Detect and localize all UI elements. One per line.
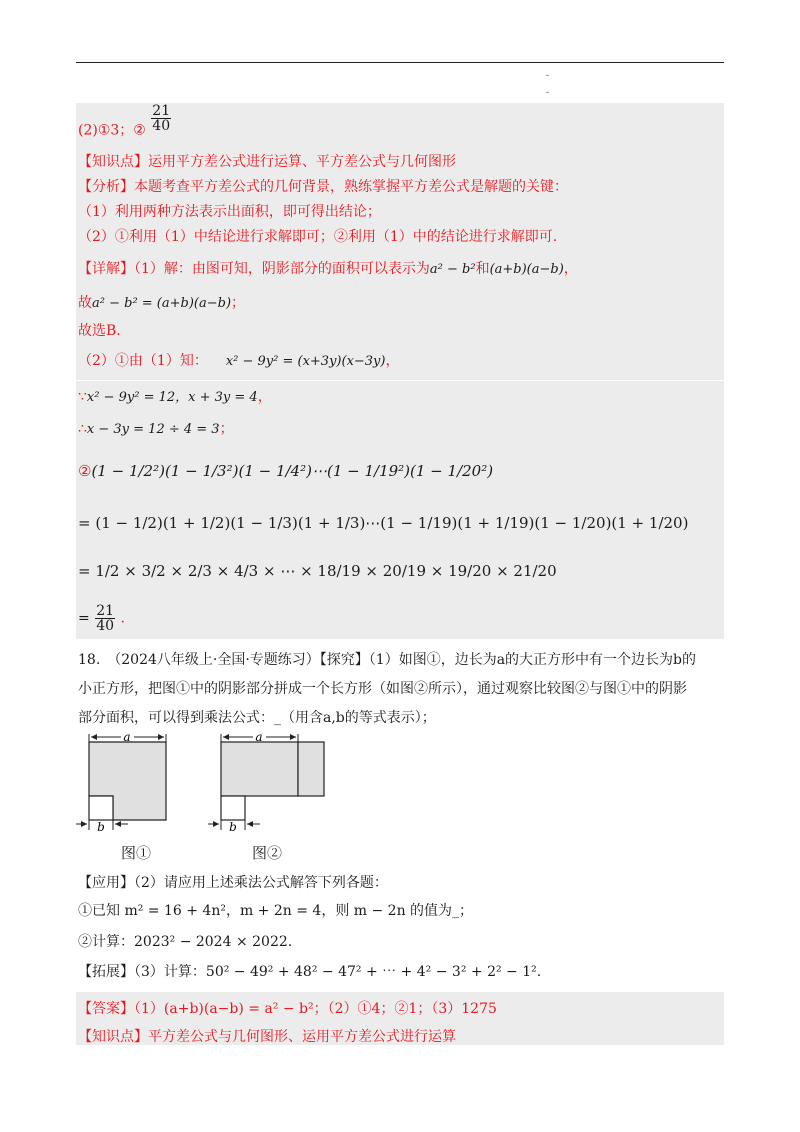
answer-line-18: 【答案】（1）(a+b)(a−b) = a² − b²；（2）①4；②1；（3）1275 <box>78 1001 497 1017</box>
apply-question-1: ①已知 m² = 16 + 4n²，m + 2n = 4，则 m − 2n 的值为_； <box>78 903 474 919</box>
therefore-line: ∴x − 3y = 12 ÷ 4 = 3； <box>78 421 234 437</box>
q18-line-3: 部分面积，可以得到乘法公式：_（用含a,b的等式表示）； <box>78 710 436 726</box>
answer-line: (2)①3；② $\frac{21}{40}$ <box>78 103 171 139</box>
conclusion-line: 故a² − b² = (a+b)(a−b)； <box>78 295 246 311</box>
figure-1-label-a: a <box>123 730 131 744</box>
figure-1-caption: 图① <box>121 844 152 862</box>
q18-line-1: 18. （2024八年级上·全国·专题练习）【探究】（1）如图①，边长为a的大正方形中有一个边长为b的 <box>78 652 697 668</box>
part2-line: （2）①由（1）知： x² − 9y² = (x+3y)(x−3y)， <box>78 353 400 369</box>
choose-line: 故选B. <box>78 323 121 339</box>
apply-heading: 【应用】（2）请应用上述乘法公式解答下列各题： <box>78 875 388 891</box>
extend-question: 【拓展】（3）计算：50² − 49² + 48² − 47² + ⋯ + 4² − 3² + 2² − 1². <box>78 964 542 980</box>
expand-line: = (1 − 1/2)(1 + 1/2)(1 − 1/3)(1 + 1/3)⋯(1 − 1/19)(1 + 1/19)(1 − 1/20)(1 + 1/20) <box>78 514 689 532</box>
figure-1-small-square <box>89 796 113 820</box>
cancel-line: = 1/2 × 3/2 × 2/3 × 4/3 × ⋯ × 18/19 × 20/19 × 19/20 × 21/20 <box>78 562 557 580</box>
apply-question-2: ②计算：2023² − 2024 × 2022. <box>78 934 293 950</box>
q18-line-2: 小正方形，把图①中的阴影部分拼成一个长方形（如图②所示），通过观察比较图②与图①中的阴影 <box>78 681 687 697</box>
figure-1 <box>76 728 186 840</box>
figure-1-label-b: b <box>97 820 105 834</box>
header-mark: - <box>546 88 550 98</box>
product-line: ②(1 − 1/2²)(1 − 1/3²)(1 − 1/4²)⋯(1 − 1/19²)(1 − 1/20²) <box>78 462 494 480</box>
figure-2-label-a: a <box>255 730 263 744</box>
figure-2-small-square <box>221 796 245 820</box>
given-line: ∵x² − 9y² = 12，x + 3y = 4， <box>78 389 272 405</box>
figure-2-rectangle-right <box>298 742 324 796</box>
analysis-step-2: （2）①利用（1）中结论进行求解即可；②利用（1）中的结论进行求解即可. <box>78 229 558 245</box>
analysis-step-1: （1）利用两种方法表示出面积，即可得出结论； <box>78 204 381 220</box>
header-rule <box>76 62 724 63</box>
figure-2-label-b: b <box>229 820 237 834</box>
header-mark: - <box>546 71 550 81</box>
figure-2-rectangle-left <box>221 742 298 796</box>
detail-line: 【详解】（1）解：由图可知，阴影部分的面积可以表示为a² − b²和(a+b)(a−b)， <box>78 261 578 277</box>
figure-2-caption: 图② <box>252 844 283 862</box>
answer-knowledge-18: 【知识点】平方差公式与几何图形、运用平方差公式进行运算 <box>78 1029 456 1045</box>
result-line: = $\frac{21}{40}$ . <box>78 603 125 634</box>
analysis: 【分析】本题考查平方差公式的几何背景，熟练掌握平方差公式是解题的关键： <box>78 179 568 195</box>
figure-2 <box>206 728 336 840</box>
knowledge-point: 【知识点】运用平方差公式进行运算、平方差公式与几何图形 <box>78 154 456 170</box>
